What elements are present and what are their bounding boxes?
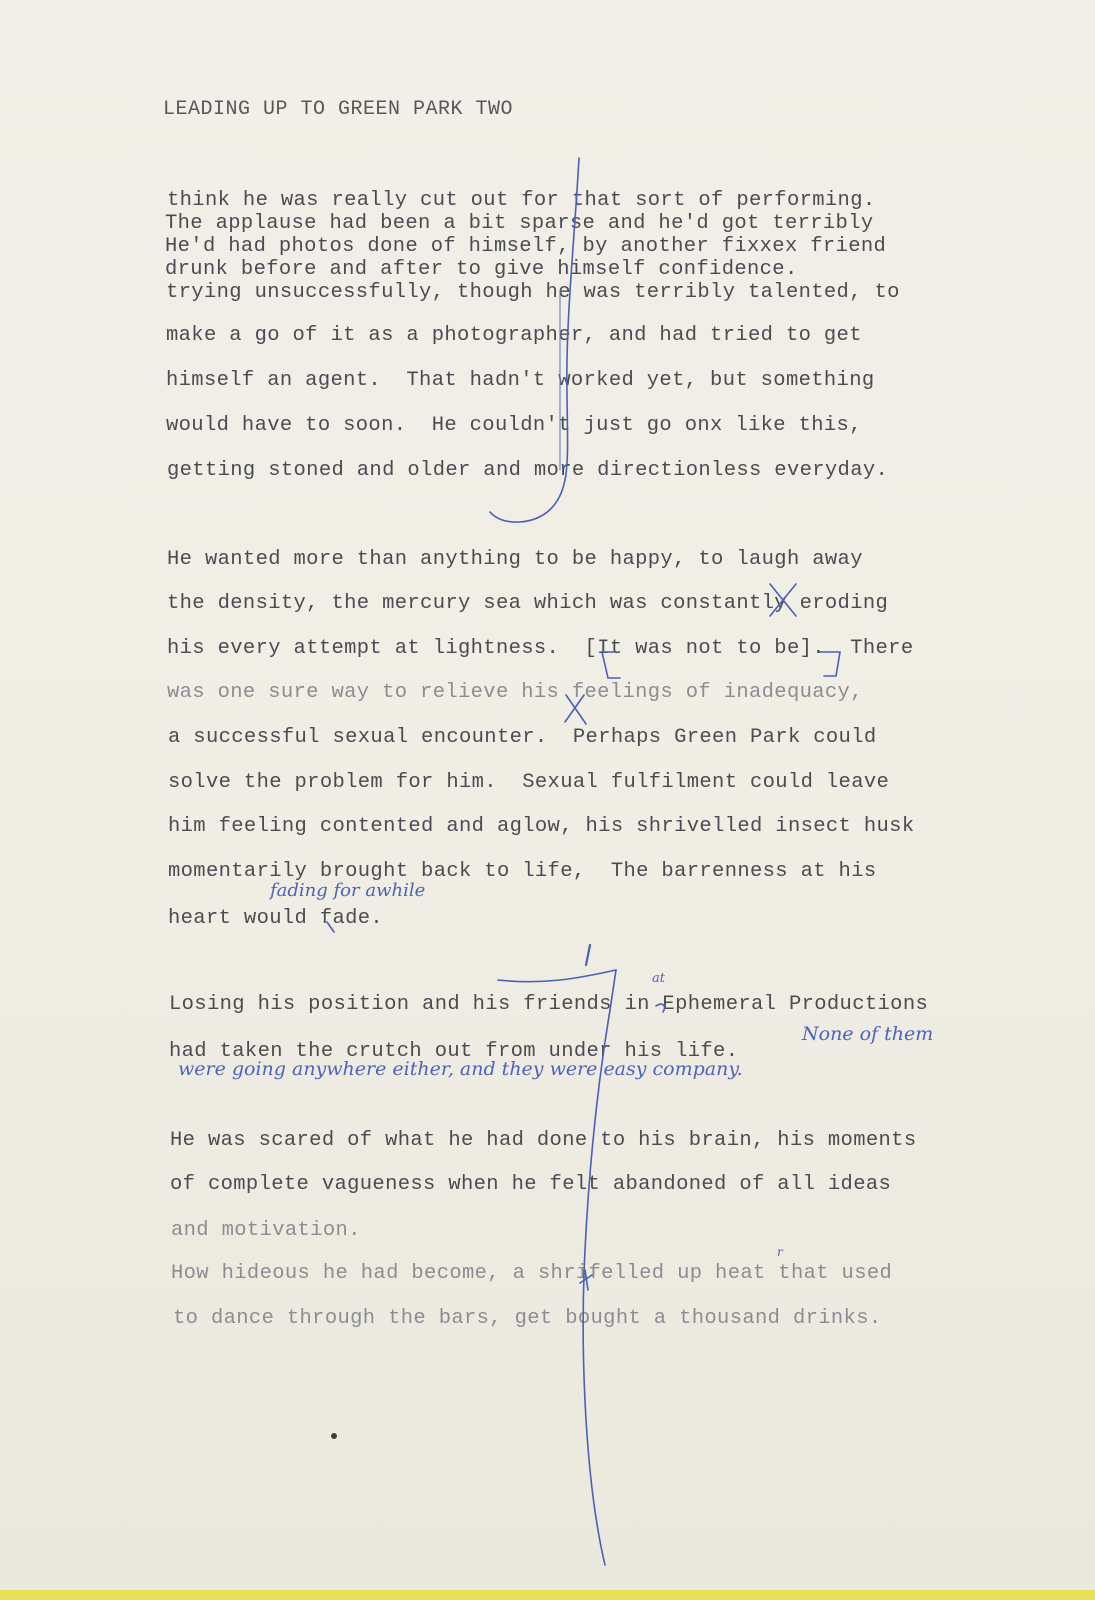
handwritten-insert-r: r <box>777 1245 783 1259</box>
text-line: the density, the mercury sea which was constantly eroding <box>167 592 889 615</box>
text-line: think he was really cut out for that sort of performing. <box>167 189 876 212</box>
text-line: make a go of it as a photographer, and had tried to get <box>166 324 862 347</box>
handwritten-note-line-1: None of them <box>802 1023 934 1045</box>
text-line: Losing his position and his friends in Ephemeral Productions <box>169 993 929 1016</box>
text-line: and motivation. <box>171 1219 361 1242</box>
text-line: had taken the crutch out from under his life. <box>169 1040 739 1063</box>
text-line: a successful sexual encounter. Perhaps Green Park could <box>168 726 877 749</box>
text-line: drunk before and after to give himself confidence. <box>165 258 798 281</box>
ink-spot <box>331 1433 337 1439</box>
text-line: How hideous he had become, a shrifelled up heat that used <box>171 1262 893 1285</box>
text-line: solve the problem for him. Sexual fulfilment could leave <box>168 771 890 794</box>
text-line: was one sure way to relieve his feelings of inadequacy, <box>167 681 863 704</box>
handwritten-insert-fading: fading for awhile <box>270 880 426 901</box>
text-line: The applause had been a bit sparse and he'd got terribly <box>165 212 874 235</box>
text-line: would have to soon. He couldn't just go onx like this, <box>166 414 862 437</box>
text-line: heart would fade. <box>168 907 384 930</box>
text-line: momentarily brought back to life, The barrenness at his <box>168 860 877 883</box>
text-line: getting stoned and older and more directionless everyday. <box>167 459 889 482</box>
folder-edge <box>0 1590 1095 1600</box>
text-line: He was scared of what he had done to his brain, his moments <box>170 1129 917 1152</box>
text-line: him feeling contented and aglow, his shrivelled insect husk <box>168 815 915 838</box>
handwritten-note-line-2: were going anywhere either, and they were easy company. <box>178 1058 743 1080</box>
handwritten-insert-at: at <box>652 971 665 986</box>
text-line: trying unsuccessfully, though he was terribly talented, to <box>166 281 900 304</box>
pen-stroke <box>586 945 590 965</box>
text-line: to dance through the bars, get bought a thousand drinks. <box>173 1307 882 1330</box>
text-line: He'd had photos done of himself, by another fixxex friend <box>165 235 887 258</box>
text-line: his every attempt at lightness. [It was not to be]. There <box>167 637 914 660</box>
text-line: He wanted more than anything to be happy, to laugh away <box>167 548 863 571</box>
text-line: of complete vagueness when he felt abandoned of all ideas <box>170 1173 892 1196</box>
page-title: LEADING UP TO GREEN PARK TWO <box>163 98 514 121</box>
text-line: himself an agent. That hadn't worked yet, but something <box>166 369 875 392</box>
